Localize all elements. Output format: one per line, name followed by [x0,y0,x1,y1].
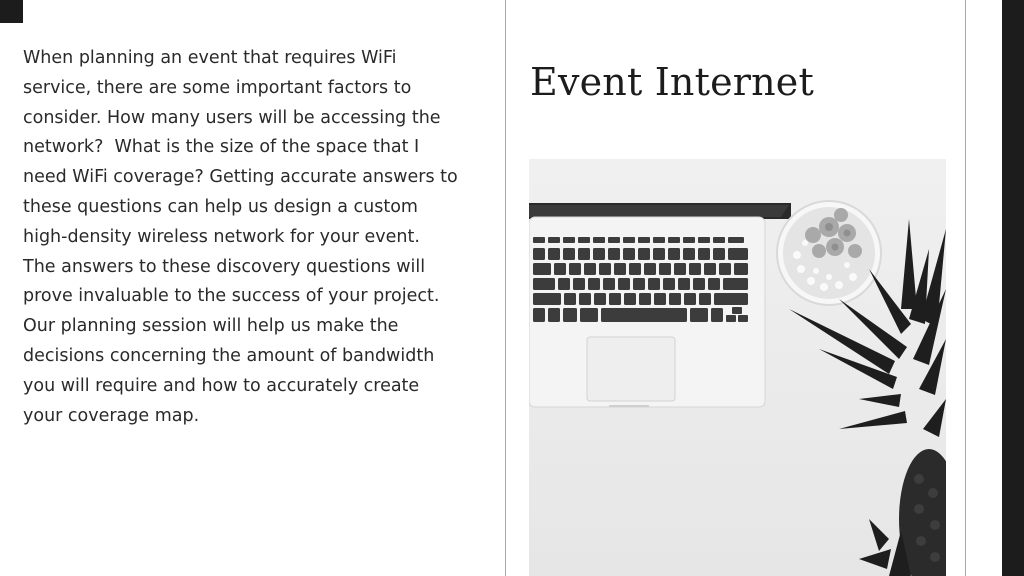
body-line: high-density wireless network for your event. [23,226,420,247]
body-line: you will require and how to accurately create [23,375,420,396]
body-line: prove invaluable to the success of your project. [23,286,440,307]
body-line: Our planning session will help us make the [23,316,399,337]
body-line: your coverage map. [23,405,200,426]
body-line: network? What is the size of the space that I [23,137,420,158]
body-line: consider. How many users will be accessing the [23,107,441,128]
right-accent-strip [1002,0,1024,576]
body-line: decisions concerning the amount of bandwidth [23,345,435,366]
body-line: The answers to these discovery questions will [23,256,426,277]
laptop-graphic [529,203,791,407]
body-line: need WiFi coverage? Getting accurate answers to [23,167,458,188]
corner-accent-block [0,0,23,23]
succulent-pot-graphic [777,201,881,305]
column-divider-right [965,0,966,576]
column-divider-left [505,0,506,576]
slide-title: Event Internet [530,60,814,104]
body-line: these questions can help us design a custom [23,196,418,217]
body-line: When planning an event that requires WiFi [23,48,397,68]
body-paragraph [23,44,483,431]
body-line: service, there are some important factors to [23,77,412,98]
laptop-plant-photo [529,159,946,576]
